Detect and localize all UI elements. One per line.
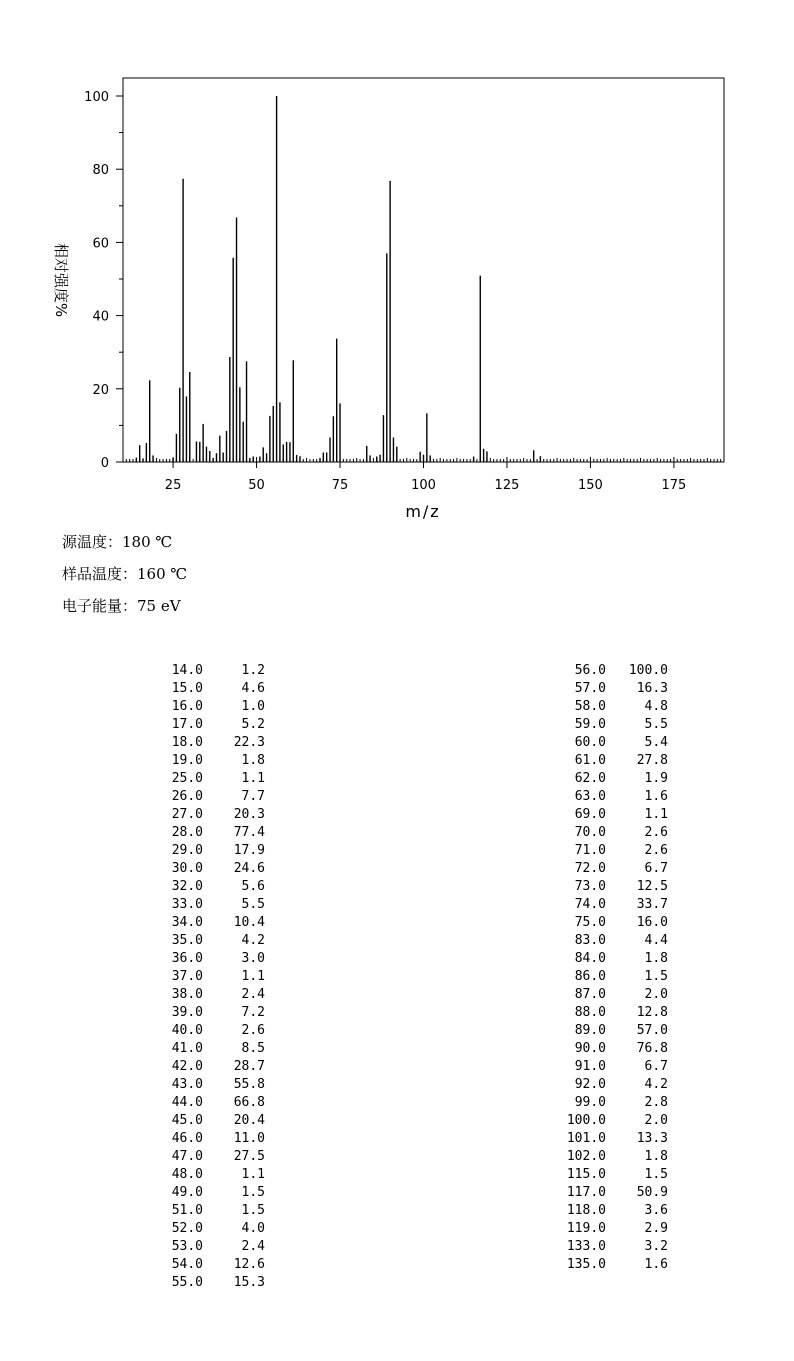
y-axis-label: 相对强度% (52, 242, 70, 318)
peak-intensity: 10.4 (233, 915, 265, 930)
peak-row (105, 1004, 265, 1022)
peak-mz: 117.0 (566, 1185, 606, 1200)
peak-row (508, 662, 668, 680)
peak-mz: 91.0 (574, 1059, 606, 1074)
peak-row (508, 1004, 668, 1022)
peak-row (105, 680, 265, 698)
peak-intensity: 16.0 (636, 915, 668, 930)
peak-mz: 41.0 (171, 1041, 203, 1056)
x-tick-label: 25 (164, 478, 182, 493)
peak-mz: 30.0 (171, 861, 203, 876)
condition-source-temp (62, 531, 172, 552)
peak-row (508, 1220, 668, 1238)
peak-row (508, 896, 668, 914)
peak-mz: 59.0 (574, 717, 606, 732)
peak-mz: 72.0 (574, 861, 606, 876)
peak-intensity: 20.4 (233, 1113, 265, 1128)
peak-intensity: 2.4 (241, 987, 265, 1002)
peak-row (105, 1184, 265, 1202)
peak-intensity: 2.6 (644, 843, 668, 858)
peak-intensity: 13.3 (636, 1131, 668, 1146)
peak-intensity: 22.3 (233, 735, 265, 750)
peak-intensity: 24.6 (233, 861, 265, 876)
peak-row (508, 1130, 668, 1148)
peak-intensity: 4.4 (644, 933, 668, 948)
peak-row (508, 1022, 668, 1040)
peak-mz: 27.0 (171, 807, 203, 822)
peak-row (105, 950, 265, 968)
peak-mz: 133.0 (566, 1239, 606, 1254)
peak-mz: 46.0 (171, 1131, 203, 1146)
peak-mz: 74.0 (574, 897, 606, 912)
peak-row (105, 860, 265, 878)
peak-mz: 89.0 (574, 1023, 606, 1038)
peak-intensity: 20.3 (233, 807, 265, 822)
peak-intensity: 66.8 (233, 1095, 265, 1110)
condition-electron-energy (62, 595, 181, 616)
x-tick-label: 125 (494, 478, 520, 493)
peak-intensity: 27.8 (636, 753, 668, 768)
peak-intensity: 5.6 (241, 879, 265, 894)
peak-intensity: 4.6 (241, 681, 265, 696)
peak-intensity: 3.0 (241, 951, 265, 966)
peak-mz: 60.0 (574, 735, 606, 750)
peak-mz: 16.0 (171, 699, 203, 714)
peak-row (105, 1274, 265, 1292)
peak-row (105, 1148, 265, 1166)
peak-row (105, 914, 265, 932)
peak-row (105, 1022, 265, 1040)
peak-mz: 33.0 (171, 897, 203, 912)
peak-row (508, 1166, 668, 1184)
peak-intensity: 1.1 (241, 771, 265, 786)
condition-value: 180 ℃ (122, 533, 173, 551)
peak-row (508, 950, 668, 968)
peak-intensity: 15.3 (233, 1275, 265, 1290)
condition-label: 源温度： (62, 533, 123, 551)
peak-intensity: 1.5 (241, 1203, 265, 1218)
peak-intensity: 1.8 (644, 1149, 668, 1164)
peak-intensity: 100.0 (628, 663, 668, 678)
y-tick-label: 100 (84, 90, 109, 105)
peak-row (105, 1238, 265, 1256)
peak-row (508, 1076, 668, 1094)
peak-intensity: 2.0 (644, 987, 668, 1002)
peak-row (105, 1256, 265, 1274)
peak-mz: 62.0 (574, 771, 606, 786)
x-tick-label: 175 (661, 478, 687, 493)
peak-mz: 48.0 (171, 1167, 203, 1182)
peak-mz: 37.0 (171, 969, 203, 984)
peak-mz: 69.0 (574, 807, 606, 822)
peak-row (105, 878, 265, 896)
peak-intensity: 1.8 (241, 753, 265, 768)
peak-intensity: 7.2 (241, 1005, 265, 1020)
peak-row (508, 752, 668, 770)
peak-mz: 61.0 (574, 753, 606, 768)
peak-intensity: 2.6 (241, 1023, 265, 1038)
peak-intensity: 27.5 (233, 1149, 265, 1164)
condition-label: 样品温度： (62, 565, 138, 583)
condition-value: 75 eV (137, 597, 181, 615)
peak-row (508, 824, 668, 842)
peak-mz: 29.0 (171, 843, 203, 858)
peak-row (508, 1094, 668, 1112)
peak-row (508, 770, 668, 788)
peak-row (508, 1202, 668, 1220)
peak-row (508, 788, 668, 806)
x-tick-label: 50 (248, 478, 265, 493)
peak-mz: 26.0 (171, 789, 203, 804)
peak-row (508, 806, 668, 824)
peak-mz: 71.0 (574, 843, 606, 858)
peak-row (105, 1130, 265, 1148)
peak-row (508, 1256, 668, 1274)
peak-row (508, 842, 668, 860)
peak-intensity: 1.6 (644, 1257, 668, 1272)
peak-row (508, 698, 668, 716)
peak-intensity: 33.7 (636, 897, 668, 912)
peak-mz: 56.0 (574, 663, 606, 678)
peak-row (105, 788, 265, 806)
peak-intensity: 50.9 (636, 1185, 668, 1200)
peak-row (105, 986, 265, 1004)
x-axis-label: m/z (405, 502, 441, 521)
y-axis (84, 90, 123, 471)
peak-mz: 119.0 (566, 1221, 606, 1236)
peak-row (508, 680, 668, 698)
peak-row (105, 698, 265, 716)
peak-intensity: 5.2 (241, 717, 265, 732)
peak-intensity: 2.0 (644, 1113, 668, 1128)
peak-mz: 57.0 (574, 681, 606, 696)
peak-intensity: 6.7 (644, 861, 668, 876)
peak-intensity: 28.7 (233, 1059, 265, 1074)
peak-mz: 55.0 (171, 1275, 203, 1290)
peak-mz: 101.0 (566, 1131, 606, 1146)
peak-intensity: 4.8 (644, 699, 668, 714)
peak-row (105, 968, 265, 986)
peak-mz: 58.0 (574, 699, 606, 714)
peak-intensity: 8.5 (241, 1041, 265, 1056)
peak-mz: 86.0 (574, 969, 606, 984)
peak-intensity: 4.2 (241, 933, 265, 948)
peak-mz: 88.0 (574, 1005, 606, 1020)
peak-mz: 15.0 (171, 681, 203, 696)
peak-row (105, 1202, 265, 1220)
peak-mz: 99.0 (574, 1095, 606, 1110)
peak-mz: 63.0 (574, 789, 606, 804)
x-tick-label: 75 (331, 478, 349, 493)
peak-table-right (508, 662, 668, 1274)
peak-intensity: 12.6 (233, 1257, 265, 1272)
peak-mz: 17.0 (171, 717, 203, 732)
peak-mz: 19.0 (171, 753, 203, 768)
peak-mz: 49.0 (171, 1185, 203, 1200)
peak-mz: 39.0 (171, 1005, 203, 1020)
peak-intensity: 5.5 (644, 717, 668, 732)
peak-intensity: 1.9 (644, 771, 668, 786)
peak-intensity: 76.8 (636, 1041, 668, 1056)
peak-intensity: 3.2 (644, 1239, 668, 1254)
x-tick-label: 150 (578, 478, 603, 493)
peak-mz: 102.0 (566, 1149, 606, 1164)
peak-mz: 84.0 (574, 951, 606, 966)
peak-row (105, 932, 265, 950)
peak-mz: 115.0 (566, 1167, 606, 1182)
peak-row (508, 1184, 668, 1202)
peak-row (508, 1148, 668, 1166)
peak-mz: 53.0 (171, 1239, 203, 1254)
peak-intensity: 5.4 (644, 735, 668, 750)
peak-row (105, 1112, 265, 1130)
peak-mz: 36.0 (171, 951, 203, 966)
y-tick-label: 80 (92, 163, 109, 179)
peak-intensity: 1.1 (241, 1167, 265, 1182)
mass-spectrum-chart (0, 0, 794, 530)
peak-row (105, 1058, 265, 1076)
peak-mz: 54.0 (171, 1257, 203, 1272)
peak-row (508, 986, 668, 1004)
peak-intensity: 1.2 (241, 663, 265, 678)
peak-mz: 75.0 (574, 915, 606, 930)
x-axis (165, 462, 687, 493)
y-tick-label: 0 (100, 456, 109, 471)
peak-mz: 42.0 (171, 1059, 203, 1074)
peak-row (105, 662, 265, 680)
peak-mz: 43.0 (171, 1077, 203, 1092)
peak-row (508, 860, 668, 878)
peak-intensity: 1.0 (241, 699, 265, 714)
peak-intensity: 2.4 (241, 1239, 265, 1254)
peak-intensity: 2.8 (644, 1095, 668, 1110)
peak-intensity: 17.9 (233, 843, 265, 858)
peak-row (105, 1094, 265, 1112)
peak-row (105, 734, 265, 752)
peak-mz: 35.0 (171, 933, 203, 948)
peak-intensity: 55.8 (233, 1077, 265, 1092)
peak-mz: 45.0 (171, 1113, 203, 1128)
peak-mz: 83.0 (574, 933, 606, 948)
peak-mz: 40.0 (171, 1023, 203, 1038)
peak-intensity: 3.6 (644, 1203, 668, 1218)
peak-intensity: 2.9 (644, 1221, 668, 1236)
peak-row (105, 770, 265, 788)
peak-row (105, 842, 265, 860)
peak-row (105, 752, 265, 770)
peak-intensity: 1.1 (241, 969, 265, 984)
peak-mz: 90.0 (574, 1041, 606, 1056)
peak-intensity: 12.8 (636, 1005, 668, 1020)
peak-row (105, 824, 265, 842)
peak-mz: 73.0 (574, 879, 606, 894)
peak-mz: 32.0 (171, 879, 203, 894)
y-tick-label: 20 (92, 382, 109, 398)
peak-mz: 135.0 (566, 1257, 606, 1272)
peak-intensity: 7.7 (241, 789, 265, 804)
peak-row (105, 806, 265, 824)
peak-row (508, 1058, 668, 1076)
plot-frame (123, 78, 724, 462)
peak-mz: 28.0 (171, 825, 203, 840)
peak-row (105, 1166, 265, 1184)
peak-row (508, 734, 668, 752)
condition-sample-temp (62, 563, 187, 584)
spectrum-bars (136, 96, 540, 462)
peak-mz: 51.0 (171, 1203, 203, 1218)
peak-intensity: 1.6 (644, 789, 668, 804)
peak-intensity: 57.0 (636, 1023, 668, 1038)
peak-row (105, 1076, 265, 1094)
peak-intensity: 6.7 (644, 1059, 668, 1074)
condition-label: 电子能量： (62, 597, 138, 615)
condition-value: 160 ℃ (137, 565, 188, 583)
peak-table-left (105, 662, 265, 1292)
peak-intensity: 4.2 (644, 1077, 668, 1092)
peak-intensity: 16.3 (636, 681, 668, 696)
peak-mz: 14.0 (171, 663, 203, 678)
peak-intensity: 5.5 (241, 897, 265, 912)
peak-intensity: 1.1 (644, 807, 668, 822)
peak-mz: 25.0 (171, 771, 203, 786)
peak-row (508, 914, 668, 932)
peak-intensity: 4.0 (241, 1221, 265, 1236)
peak-mz: 18.0 (171, 735, 203, 750)
peak-row (508, 1040, 668, 1058)
peak-row (508, 716, 668, 734)
peak-mz: 52.0 (171, 1221, 203, 1236)
peak-mz: 87.0 (574, 987, 606, 1002)
peak-row (105, 896, 265, 914)
peak-intensity: 1.5 (644, 1167, 668, 1182)
peak-mz: 100.0 (566, 1113, 606, 1128)
peak-intensity: 1.5 (241, 1185, 265, 1200)
peak-row (508, 878, 668, 896)
peak-intensity: 12.5 (636, 879, 668, 894)
peak-row (508, 1112, 668, 1130)
peak-row (508, 1238, 668, 1256)
peak-row (105, 716, 265, 734)
peak-intensity: 11.0 (233, 1131, 265, 1146)
peak-intensity: 1.8 (644, 951, 668, 966)
x-tick-label: 100 (411, 478, 436, 493)
peak-intensity: 1.5 (644, 969, 668, 984)
peak-row (508, 968, 668, 986)
y-tick-label: 60 (92, 236, 109, 252)
peak-mz: 44.0 (171, 1095, 203, 1110)
peak-mz: 92.0 (574, 1077, 606, 1092)
peak-mz: 70.0 (574, 825, 606, 840)
peak-row (105, 1040, 265, 1058)
y-tick-label: 40 (92, 309, 109, 325)
peak-mz: 38.0 (171, 987, 203, 1002)
peak-mz: 118.0 (566, 1203, 606, 1218)
peak-mz: 47.0 (171, 1149, 203, 1164)
peak-intensity: 2.6 (644, 825, 668, 840)
peak-row (105, 1220, 265, 1238)
peak-intensity: 77.4 (233, 825, 265, 840)
peak-mz: 34.0 (171, 915, 203, 930)
peak-row (508, 932, 668, 950)
